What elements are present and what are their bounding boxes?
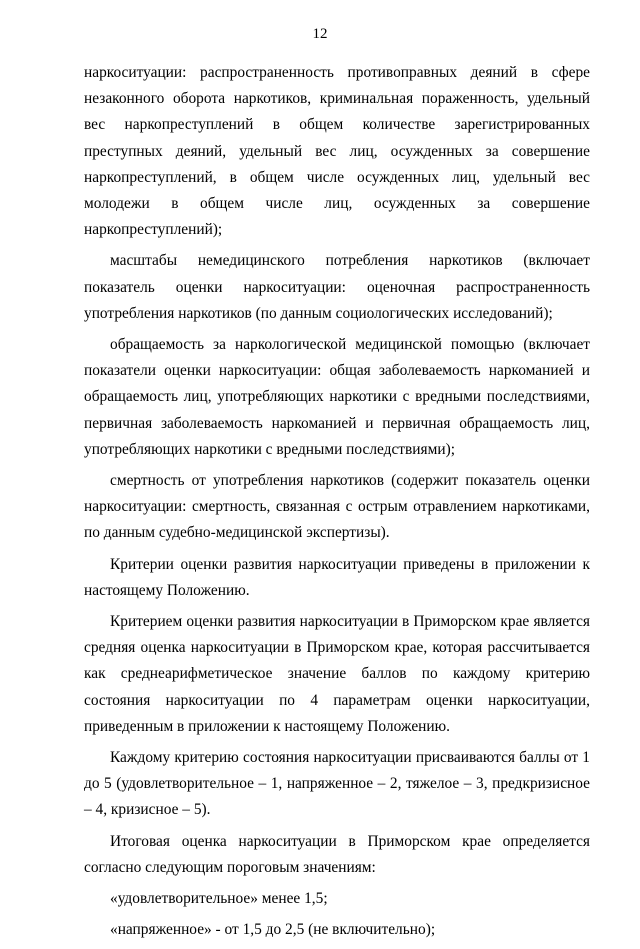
paragraph-score-scale: Каждому критерию состояния наркоситуации присваиваются баллы от 1 до 5 (удовлетворительное – 1, напряженное – 2, тяжелое – 3, предкризисное – 4, кризисное – 5).	[84, 749, 590, 819]
paragraph-final-assessment: Итоговая оценка наркоситуации в Приморском крае определяется согласно следующим пороговым значениям:	[84, 832, 590, 876]
paragraph-average-assessment: Критерием оценки развития наркоситуации в Приморском крае является средняя оценка наркоситуации в Приморском крае, которая рассчитывается как среднеарифметическое значение баллов по каждому критерию состояния наркоситуации по 4 параметрам оценки наркоситуации, приведенным в приложении к настоящему Положению.	[84, 613, 590, 735]
paragraph-indicators-crime: наркоситуации: распространенность противоправных деяний в сфере незаконного оборота наркотиков, криминальная пораженность, удельный вес наркопреступлений в общем количестве зарегистрированных преступных деяний, удельный вес лиц, осужденных за совершение наркопреступлений, в общем числе осужденных лиц, удельный вес молодежи в общем числе лиц, осужденных за совершение наркопреступлений);	[84, 64, 590, 239]
paragraph-non-medical-use: масштабы немедицинского потребления наркотиков (включает показатель оценки наркоситуации: оценочная распространенность употребления наркотиков (по данным социологических исследований);	[84, 252, 590, 322]
paragraph-medical-help: обращаемость за наркологической медицинской помощью (включает показатели оценки наркоситуации: общая заболеваемость наркоманией и обращаемость лиц, употребляющих наркотики с вредными последствиями, первичная заболеваемость наркоманией и первичная обращаемость лиц, употребляющих наркотики с вредными последствиями);	[84, 336, 590, 458]
paragraph-mortality: смертность от употребления наркотиков (содержит показатель оценки наркоситуации: смертность, связанная с острым отравлением наркотиками, по данным судебно-медицинской экспертизы).	[84, 472, 590, 542]
document-body	[84, 60, 590, 949]
threshold-tense: «напряженное» - от 1,5 до 2,5 (не включительно);	[110, 921, 436, 939]
page-number: 12	[312, 26, 328, 42]
paragraph-criteria-appendix: Критерии оценки развития наркоситуации приведены в приложении к настоящему Положению.	[84, 555, 590, 599]
threshold-satisfactory: «удовлетворительное» менее 1,5;	[110, 890, 328, 908]
